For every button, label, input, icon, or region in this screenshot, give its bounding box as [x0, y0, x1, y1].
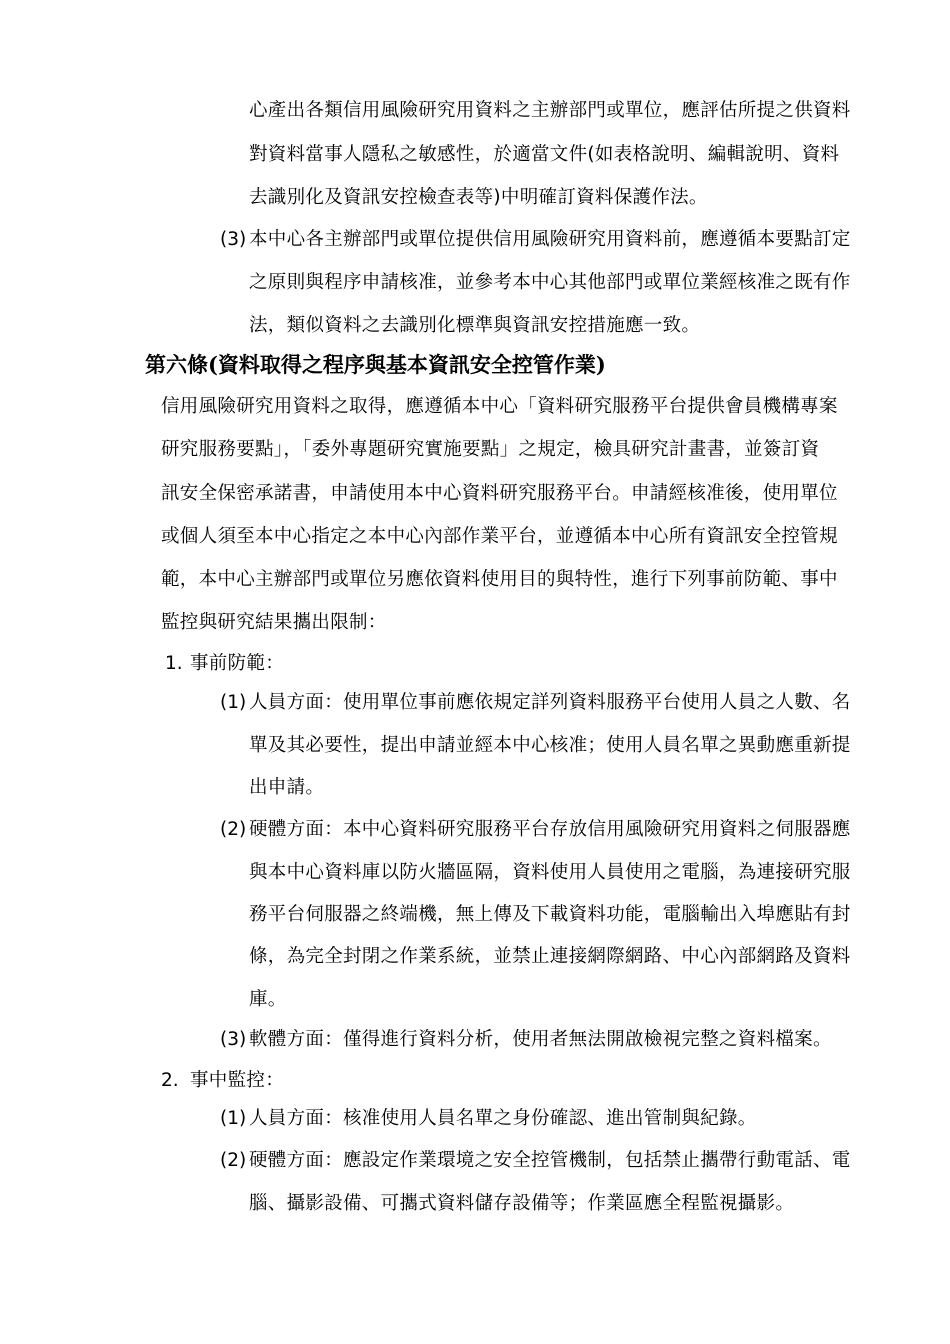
list-item-number: (1)	[220, 692, 247, 713]
list-item-number: (3)	[220, 229, 247, 250]
paragraph-line: 腦、攝影設備、可攜式資料儲存設備等；作業區應全程監視攝影。	[249, 1193, 795, 1214]
paragraph-line: 出申請。	[249, 777, 325, 798]
paragraph-line: 或個人須至本中心指定之本中心內部作業平台，並遵循本中心所有資訊安全控管規	[161, 526, 838, 547]
paragraph-line: 硬體方面：本中心資料研究服務平台存放信用風險研究用資料之伺服器應	[249, 819, 851, 840]
section-title: 事中監控：	[190, 1070, 285, 1091]
paragraph-line: 人員方面：核准使用人員名單之身份確認、進出管制與紀錄。	[249, 1108, 757, 1129]
paragraph-line: 單及其必要性，提出申請並經本中心核准；使用人員名單之異動應重新提	[249, 735, 851, 756]
paragraph-line: 本中心各主辦部門或單位提供信用風險研究用資料前，應遵循本要點訂定	[249, 229, 851, 250]
list-item-number: (2)	[220, 819, 247, 840]
paragraph-line: 硬體方面：應設定作業環境之安全控管機制，包括禁止攜帶行動電話、電	[249, 1150, 851, 1171]
section-number: 2.	[161, 1070, 179, 1091]
paragraph-line: 對資料當事人隱私之敏感性，於適當文件(如表格說明、編輯說明、資料	[249, 144, 840, 165]
list-item-number: (1)	[220, 1108, 247, 1129]
paragraph-line: 去識別化及資訊安控檢查表等)中明確訂資料保護作法。	[249, 187, 708, 208]
paragraph-line: 條，為完全封閉之作業系統，並禁止連接網際網路、中心內部網路及資料	[249, 946, 851, 967]
paragraph-line: 信用風險研究用資料之取得，應遵循本中心「資料研究服務平台提供會員機構專案	[161, 396, 838, 417]
paragraph-line: 與本中心資料庫以防火牆區隔，資料使用人員使用之電腦，為連接研究服	[249, 862, 851, 883]
paragraph-line: 範，本中心主辦部門或單位另應依資料使用目的與特性，進行下列事前防範、事中	[161, 569, 838, 590]
section-number: 1.	[165, 653, 183, 674]
paragraph-line: 庫。	[249, 989, 287, 1010]
paragraph-line: 之原則與程序申請核准，並參考本中心其他部門或單位業經核准之既有作	[249, 272, 851, 293]
paragraph-line: 心產出各類信用風險研究用資料之主辦部門或單位，應評估所提之供資料	[249, 100, 851, 121]
section-title: 事前防範：	[190, 653, 285, 674]
paragraph-line: 軟體方面：僅得進行資料分析，使用者無法開啟檢視完整之資料檔案。	[249, 1029, 832, 1050]
paragraph-line: 研究服務要點」，「委外專題研究實施要點」之規定，檢具研究計畫書，並簽訂資	[161, 439, 820, 460]
paragraph-line: 法，類似資料之去識別化標準與資訊安控措施應一致。	[249, 315, 701, 336]
paragraph-line: 監控與研究結果攜出限制：	[161, 612, 387, 633]
paragraph-line: 訊安全保密承諾書，申請使用本中心資料研究服務平台。申請經核准後，使用單位	[161, 483, 838, 504]
paragraph-line: 務平台伺服器之終端機，無上傳及下載資料功能，電腦輸出入埠應貼有封	[249, 904, 851, 925]
list-item-number: (2)	[220, 1150, 247, 1171]
article-heading: 第六條(資料取得之程序與基本資訊安全控管作業)	[145, 352, 606, 377]
paragraph-line: 人員方面：使用單位事前應依規定詳列資料服務平台使用人員之人數、名	[249, 692, 851, 713]
list-item-number: (3)	[220, 1029, 247, 1050]
